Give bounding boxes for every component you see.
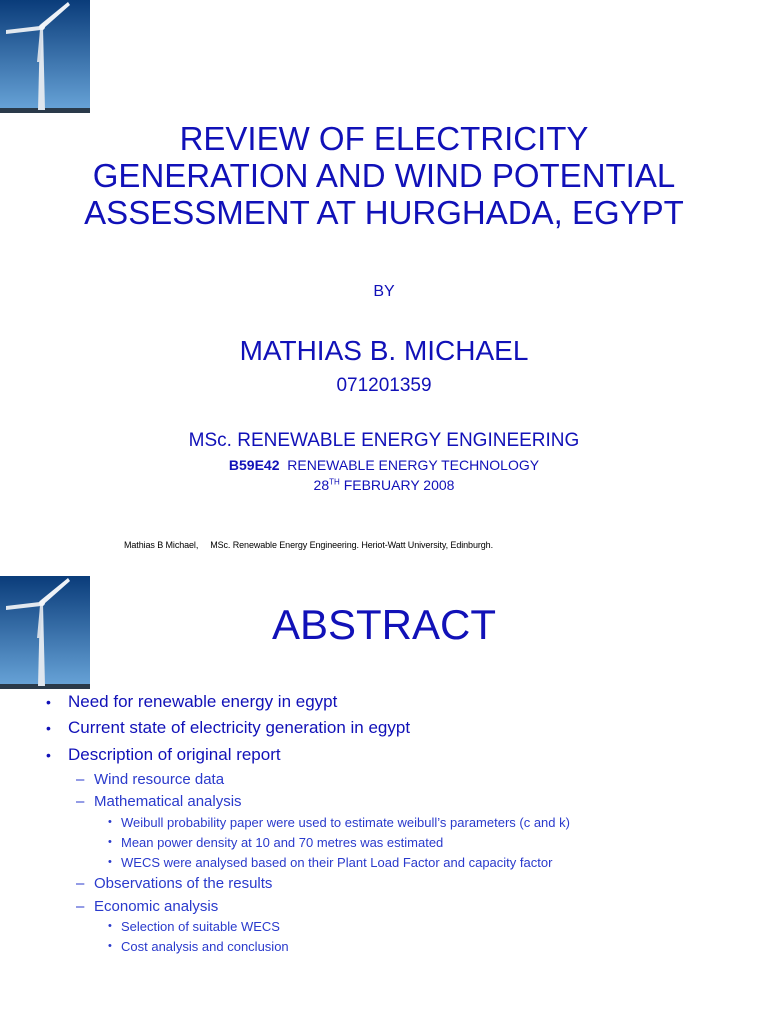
presentation-date — [0, 477, 768, 493]
title-line-3: ASSESSMENT AT HURGHADA, EGYPT — [84, 194, 684, 231]
list-item: • Selection of suitable WECS — [108, 919, 280, 934]
list-item: – Mathematical analysis — [76, 793, 242, 810]
list-item: • Cost analysis and conclusion — [108, 939, 289, 954]
slide-title — [0, 120, 768, 231]
list-item: • Weibull probability paper were used to estimate weibull’s parameters (c and k) — [108, 815, 570, 830]
list-item: – Economic analysis — [76, 898, 218, 915]
list-item: • WECS were analysed based on their Plant Load Factor and capacity factor — [108, 855, 552, 870]
footer-name: Mathias B Michael, — [124, 540, 199, 550]
footer-detail: MSc. Renewable Energy Engineering. Heriot-Watt University, Edinburgh. — [210, 540, 493, 550]
date-day: 28 — [313, 477, 330, 493]
list-item: • Mean power density at 10 and 70 metres was estimated — [108, 835, 443, 850]
course-name: RENEWABLE ENERGY TECHNOLOGY — [287, 457, 540, 473]
program-name: MSc. RENEWABLE ENERGY ENGINEERING — [188, 430, 580, 451]
slide-footer — [124, 540, 493, 550]
abstract-slide — [0, 576, 768, 1024]
list-item: • Description of original report — [46, 745, 281, 765]
date-rest: FEBRUARY 2008 — [343, 477, 455, 493]
student-id: 071201359 — [336, 375, 432, 396]
abstract-title: ABSTRACT — [271, 601, 497, 648]
list-item: – Wind resource data — [76, 771, 224, 788]
course-code: B59E42 — [228, 457, 280, 473]
by-label: BY — [373, 283, 395, 300]
list-item: – Observations of the results — [76, 875, 272, 892]
title-line-1: REVIEW OF ELECTRICITY — [179, 120, 589, 157]
course-line — [0, 457, 768, 473]
author-name: MATHIAS B. MICHAEL — [239, 335, 529, 366]
list-item: • Current state of electricity generation in egypt — [46, 718, 410, 738]
list-item: • Need for renewable energy in egypt — [46, 692, 337, 712]
wind-turbine-icon — [0, 0, 90, 113]
title-line-2: GENERATION AND WIND POTENTIAL — [92, 157, 676, 194]
date-suffix: TH — [329, 477, 340, 487]
